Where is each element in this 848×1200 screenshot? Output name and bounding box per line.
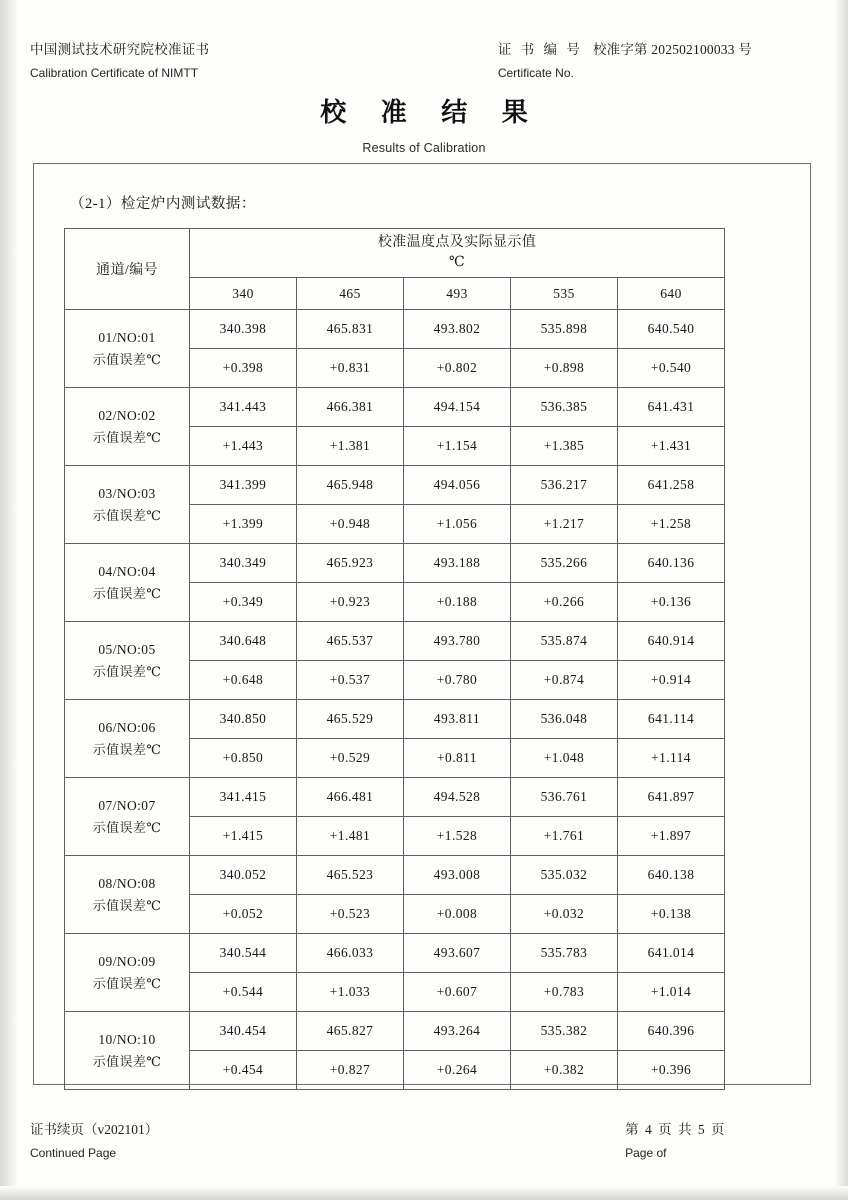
cell-value: 535.382 <box>511 1012 618 1051</box>
footer-continued-cn: 证书续页（v202101） <box>30 1122 159 1137</box>
footer-continued-en: Continued Page <box>30 1146 117 1160</box>
cell-value: 465.948 <box>297 466 404 505</box>
cell-value: 493.607 <box>404 934 511 973</box>
cell-error: +0.032 <box>511 895 618 934</box>
header-temp-point: 640 <box>618 278 725 310</box>
cell-value: 535.783 <box>511 934 618 973</box>
cell-error: +0.266 <box>511 583 618 622</box>
row-channel-id: 05/NO:05 <box>98 641 156 657</box>
cell-value: 535.032 <box>511 856 618 895</box>
cell-value: 493.188 <box>404 544 511 583</box>
certificate-no-line <box>498 38 752 58</box>
cell-error: +0.898 <box>511 349 618 388</box>
cell-value: 493.008 <box>404 856 511 895</box>
cell-error: +1.014 <box>618 973 725 1012</box>
cell-value: 494.056 <box>404 466 511 505</box>
table-body <box>65 310 725 1090</box>
cell-value: 493.264 <box>404 1012 511 1051</box>
cell-error: +0.831 <box>297 349 404 388</box>
cell-error: +1.217 <box>511 505 618 544</box>
cell-value: 494.154 <box>404 388 511 427</box>
table-row <box>65 700 725 739</box>
row-channel-cell <box>65 856 190 934</box>
row-channel-cell <box>65 310 190 388</box>
cell-value: 494.528 <box>404 778 511 817</box>
cell-error: +1.481 <box>297 817 404 856</box>
cell-value: 465.537 <box>297 622 404 661</box>
cell-value: 641.014 <box>618 934 725 973</box>
cell-error: +1.528 <box>404 817 511 856</box>
cell-error: +0.923 <box>297 583 404 622</box>
cell-value: 340.850 <box>190 700 297 739</box>
table-row <box>65 856 725 895</box>
cell-value: 341.415 <box>190 778 297 817</box>
cell-value: 465.523 <box>297 856 404 895</box>
page-edge-right <box>834 0 848 1200</box>
row-channel-cell <box>65 700 190 778</box>
row-channel-id: 10/NO:10 <box>98 1031 156 1047</box>
table-row <box>65 934 725 973</box>
row-error-label: 示值误差℃ <box>92 663 162 679</box>
footer-page-number <box>625 1118 818 1160</box>
cell-error: +1.415 <box>190 817 297 856</box>
cell-error: +1.154 <box>404 427 511 466</box>
row-channel-id: 08/NO:08 <box>98 875 156 891</box>
page-header <box>30 38 818 80</box>
page-edge-left <box>0 0 18 1200</box>
cell-error: +1.056 <box>404 505 511 544</box>
cell-value: 340.052 <box>190 856 297 895</box>
header-temperature-span <box>190 229 725 278</box>
cell-value: 535.898 <box>511 310 618 349</box>
cell-value: 536.385 <box>511 388 618 427</box>
row-channel-cell <box>65 466 190 544</box>
cell-error: +0.349 <box>190 583 297 622</box>
row-error-label: 示值误差℃ <box>92 1053 162 1069</box>
certificate-no-value: 校准字第 202502100033 号 <box>592 42 752 57</box>
row-error-label: 示值误差℃ <box>92 585 162 601</box>
header-issuer <box>30 38 209 80</box>
cell-value: 340.544 <box>190 934 297 973</box>
cell-value: 535.874 <box>511 622 618 661</box>
cell-value: 493.802 <box>404 310 511 349</box>
header-temp-point: 340 <box>190 278 297 310</box>
footer-page-number-cn: 第 4 页 共 5 页 <box>625 1122 726 1137</box>
certificate-no-label-en: Certificate No. <box>497 66 574 80</box>
cell-error: +0.811 <box>404 739 511 778</box>
cell-error: +1.385 <box>511 427 618 466</box>
cell-error: +0.188 <box>404 583 511 622</box>
cell-value: 641.114 <box>618 700 725 739</box>
row-channel-id: 02/NO:02 <box>98 407 156 423</box>
header-certificate-no <box>498 38 818 80</box>
row-channel-id: 07/NO:07 <box>98 797 156 813</box>
cell-value: 465.923 <box>297 544 404 583</box>
cell-value: 340.398 <box>190 310 297 349</box>
section-label: （2-1）检定炉内测试数据： <box>70 196 256 212</box>
table-row <box>65 388 725 427</box>
table-row <box>65 1012 725 1051</box>
row-channel-id: 06/NO:06 <box>98 719 156 735</box>
cell-value: 536.217 <box>511 466 618 505</box>
table-row <box>65 310 725 349</box>
cell-value: 341.443 <box>190 388 297 427</box>
cell-error: +0.008 <box>404 895 511 934</box>
cell-error: +0.780 <box>404 661 511 700</box>
footer-page-number-en: Page of <box>625 1146 667 1160</box>
cell-error: +0.648 <box>190 661 297 700</box>
cell-value: 465.827 <box>297 1012 404 1051</box>
cell-value: 465.529 <box>297 700 404 739</box>
page-footer <box>30 1118 818 1160</box>
footer-continued <box>30 1118 158 1160</box>
table-head <box>65 229 725 310</box>
issuer-name-en: Calibration Certificate of NIMTT <box>30 66 199 80</box>
page-title-block <box>0 92 848 155</box>
cell-error: +0.850 <box>190 739 297 778</box>
cell-error: +1.431 <box>618 427 725 466</box>
table-row <box>65 622 725 661</box>
cell-value: 493.811 <box>404 700 511 739</box>
cell-value: 640.540 <box>618 310 725 349</box>
cell-error: +1.443 <box>190 427 297 466</box>
cell-value: 466.033 <box>297 934 404 973</box>
cell-error: +0.052 <box>190 895 297 934</box>
cell-value: 641.897 <box>618 778 725 817</box>
cell-error: +1.048 <box>511 739 618 778</box>
page-edge-bottom <box>0 1186 848 1200</box>
row-channel-id: 01/NO:01 <box>98 329 156 345</box>
cell-value: 640.396 <box>618 1012 725 1051</box>
cell-error: +0.802 <box>404 349 511 388</box>
cell-value: 493.780 <box>404 622 511 661</box>
row-channel-cell <box>65 388 190 466</box>
page-subtitle: Results of Calibration <box>362 141 486 155</box>
row-channel-id: 09/NO:09 <box>98 953 156 969</box>
row-channel-cell <box>65 544 190 622</box>
row-error-label: 示值误差℃ <box>92 741 162 757</box>
cell-value: 536.048 <box>511 700 618 739</box>
cell-value: 641.258 <box>618 466 725 505</box>
cell-error: +1.258 <box>618 505 725 544</box>
cell-value: 340.454 <box>190 1012 297 1051</box>
table-row <box>65 544 725 583</box>
header-temp-point: 535 <box>511 278 618 310</box>
cell-error: +0.136 <box>618 583 725 622</box>
row-channel-cell <box>65 622 190 700</box>
cell-error: +0.607 <box>404 973 511 1012</box>
cell-value: 466.481 <box>297 778 404 817</box>
row-channel-id: 03/NO:03 <box>98 485 156 501</box>
row-channel-id: 04/NO:04 <box>98 563 156 579</box>
cell-error: +1.033 <box>297 973 404 1012</box>
row-channel-cell <box>65 778 190 856</box>
issuer-name-cn: 中国测试技术研究院校准证书 <box>30 42 210 57</box>
cell-error: +0.537 <box>297 661 404 700</box>
cell-error: +0.398 <box>190 349 297 388</box>
cell-error: +0.529 <box>297 739 404 778</box>
cell-value: 640.914 <box>618 622 725 661</box>
cell-error: +0.523 <box>297 895 404 934</box>
header-channel: 通道/编号 <box>65 229 190 310</box>
cell-error: +0.827 <box>297 1051 404 1090</box>
certificate-no-label-cn: 证 书 编 号 <box>497 42 583 57</box>
table-row <box>65 778 725 817</box>
cell-value: 640.138 <box>618 856 725 895</box>
row-channel-cell <box>65 1012 190 1090</box>
cell-value: 466.381 <box>297 388 404 427</box>
cell-error: +1.114 <box>618 739 725 778</box>
cell-error: +1.897 <box>618 817 725 856</box>
header-temp-point: 493 <box>404 278 511 310</box>
page-title: 校 准 结 果 <box>320 98 542 127</box>
row-channel-cell <box>65 934 190 1012</box>
cell-value: 340.349 <box>190 544 297 583</box>
cell-value: 641.431 <box>618 388 725 427</box>
cell-value: 640.136 <box>618 544 725 583</box>
header-temperature-span-line2: ℃ <box>448 255 466 270</box>
cell-error: +0.783 <box>511 973 618 1012</box>
row-error-label: 示值误差℃ <box>92 429 162 445</box>
cell-error: +0.874 <box>511 661 618 700</box>
cell-value: 536.761 <box>511 778 618 817</box>
row-error-label: 示值误差℃ <box>92 351 162 367</box>
cell-error: +0.396 <box>618 1051 725 1090</box>
cell-error: +1.381 <box>297 427 404 466</box>
table-row <box>65 466 725 505</box>
cell-error: +0.264 <box>404 1051 511 1090</box>
cell-error: +0.382 <box>511 1051 618 1090</box>
cell-value: 535.266 <box>511 544 618 583</box>
header-temperature-span-line1: 校准温度点及实际显示值 <box>377 234 537 250</box>
cell-error: +0.540 <box>618 349 725 388</box>
row-error-label: 示值误差℃ <box>92 897 162 913</box>
calibration-data-table <box>64 228 725 1090</box>
cell-value: 341.399 <box>190 466 297 505</box>
cell-value: 340.648 <box>190 622 297 661</box>
cell-error: +0.914 <box>618 661 725 700</box>
row-error-label: 示值误差℃ <box>92 819 162 835</box>
row-error-label: 示值误差℃ <box>92 975 162 991</box>
table-header-row-1 <box>65 229 725 278</box>
row-error-label: 示值误差℃ <box>92 507 162 523</box>
cell-error: +0.454 <box>190 1051 297 1090</box>
cell-error: +0.948 <box>297 505 404 544</box>
cell-error: +0.544 <box>190 973 297 1012</box>
header-temp-point: 465 <box>297 278 404 310</box>
cell-value: 465.831 <box>297 310 404 349</box>
cell-error: +1.399 <box>190 505 297 544</box>
cell-error: +0.138 <box>618 895 725 934</box>
cell-error: +1.761 <box>511 817 618 856</box>
